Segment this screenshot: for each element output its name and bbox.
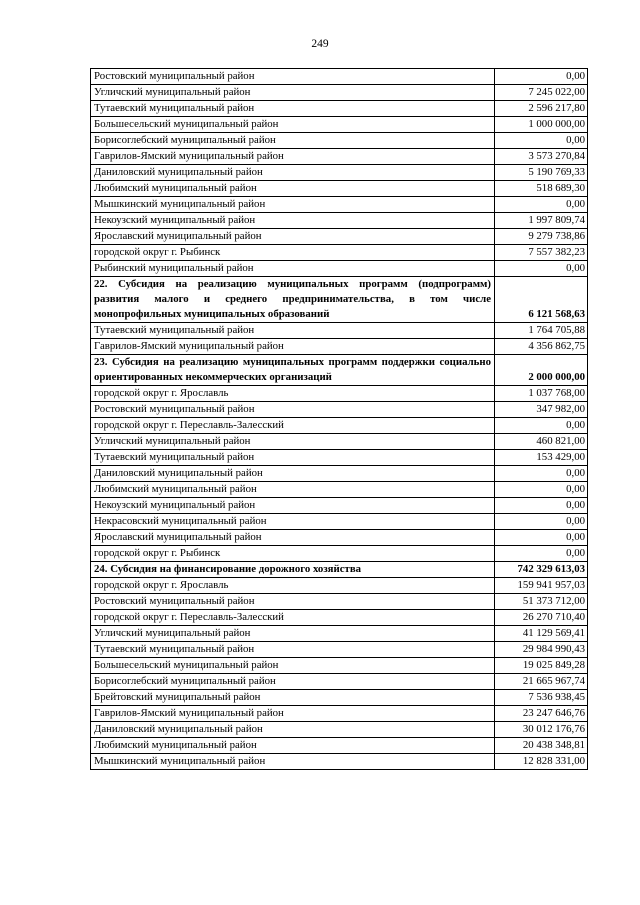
amount: 0,00 bbox=[495, 69, 588, 85]
recipient-name: Тутаевский муниципальный район bbox=[91, 642, 495, 658]
table-row bbox=[91, 754, 588, 770]
table-row bbox=[91, 386, 588, 402]
recipient-name: Ростовский муниципальный район bbox=[91, 69, 495, 85]
table-row bbox=[91, 610, 588, 626]
section-title: 23. Субсидия на реализацию муниципальных программ поддержки социально ориентированных некоммерческих организаций bbox=[91, 355, 495, 386]
subsidy-table-body bbox=[91, 69, 588, 770]
amount: 0,00 bbox=[495, 261, 588, 277]
table-row bbox=[91, 85, 588, 101]
recipient-name: Некоузский муниципальный район bbox=[91, 498, 495, 514]
table-row bbox=[91, 418, 588, 434]
table-row bbox=[91, 229, 588, 245]
recipient-name: Даниловский муниципальный район bbox=[91, 722, 495, 738]
recipient-name: городской округ г. Рыбинск bbox=[91, 546, 495, 562]
table-row bbox=[91, 466, 588, 482]
amount: 2 596 217,80 bbox=[495, 101, 588, 117]
amount: 0,00 bbox=[495, 418, 588, 434]
amount: 7 557 382,23 bbox=[495, 245, 588, 261]
page-number: 249 bbox=[311, 38, 329, 50]
table-row bbox=[91, 674, 588, 690]
recipient-name: Угличский муниципальный район bbox=[91, 85, 495, 101]
recipient-name: Тутаевский муниципальный район bbox=[91, 450, 495, 466]
amount: 4 356 862,75 bbox=[495, 339, 588, 355]
recipient-name: Даниловский муниципальный район bbox=[91, 165, 495, 181]
recipient-name: Борисоглебский муниципальный район bbox=[91, 674, 495, 690]
recipient-name: Ярославский муниципальный район bbox=[91, 229, 495, 245]
amount: 12 828 331,00 bbox=[495, 754, 588, 770]
recipient-name: Любимский муниципальный район bbox=[91, 738, 495, 754]
table-row bbox=[91, 482, 588, 498]
amount: 1 997 809,74 bbox=[495, 213, 588, 229]
table-row bbox=[91, 738, 588, 754]
recipient-name: городской округ г. Ярославль bbox=[91, 386, 495, 402]
recipient-name: Гаврилов-Ямский муниципальный район bbox=[91, 706, 495, 722]
table-row bbox=[91, 181, 588, 197]
table-row bbox=[91, 197, 588, 213]
recipient-name: Борисоглебский муниципальный район bbox=[91, 133, 495, 149]
recipient-name: Ростовский муниципальный район bbox=[91, 402, 495, 418]
amount: 518 689,30 bbox=[495, 181, 588, 197]
amount: 29 984 990,43 bbox=[495, 642, 588, 658]
amount: 347 982,00 bbox=[495, 402, 588, 418]
section-heading-row bbox=[91, 562, 588, 578]
recipient-name: Ростовский муниципальный район bbox=[91, 594, 495, 610]
recipient-name: Угличский муниципальный район bbox=[91, 434, 495, 450]
table-row bbox=[91, 658, 588, 674]
table-row bbox=[91, 434, 588, 450]
table-row bbox=[91, 514, 588, 530]
table-row bbox=[91, 165, 588, 181]
table-row bbox=[91, 101, 588, 117]
amount: 21 665 967,74 bbox=[495, 674, 588, 690]
recipient-name: Гаврилов-Ямский муниципальный район bbox=[91, 149, 495, 165]
recipient-name: Рыбинский муниципальный район bbox=[91, 261, 495, 277]
table-row bbox=[91, 213, 588, 229]
amount: 7 536 938,45 bbox=[495, 690, 588, 706]
amount: 0,00 bbox=[495, 498, 588, 514]
recipient-name: Даниловский муниципальный район bbox=[91, 466, 495, 482]
table-row bbox=[91, 339, 588, 355]
section-heading-row bbox=[91, 355, 588, 386]
table-row bbox=[91, 450, 588, 466]
amount: 0,00 bbox=[495, 133, 588, 149]
section-title: 22. Субсидия на реализацию муниципальных программ (подпрограмм) развития малого и среднего предпринимательства, в том числе монопрофильных муниципальных образований bbox=[91, 277, 495, 323]
recipient-name: Угличский муниципальный район bbox=[91, 626, 495, 642]
section-total: 742 329 613,03 bbox=[495, 562, 588, 578]
recipient-name: Большесельский муниципальный район bbox=[91, 117, 495, 133]
table-row bbox=[91, 261, 588, 277]
recipient-name: Любимский муниципальный район bbox=[91, 181, 495, 197]
recipient-name: Большесельский муниципальный район bbox=[91, 658, 495, 674]
recipient-name: Мышкинский муниципальный район bbox=[91, 197, 495, 213]
amount: 0,00 bbox=[495, 530, 588, 546]
section-total: 2 000 000,00 bbox=[495, 355, 588, 386]
recipient-name: Тутаевский муниципальный район bbox=[91, 101, 495, 117]
amount: 0,00 bbox=[495, 514, 588, 530]
table-row bbox=[91, 706, 588, 722]
recipient-name: Мышкинский муниципальный район bbox=[91, 754, 495, 770]
recipient-name: Гаврилов-Ямский муниципальный район bbox=[91, 339, 495, 355]
amount: 26 270 710,40 bbox=[495, 610, 588, 626]
amount: 1 000 000,00 bbox=[495, 117, 588, 133]
recipient-name: Некоузский муниципальный район bbox=[91, 213, 495, 229]
table-row bbox=[91, 594, 588, 610]
section-total: 6 121 568,63 bbox=[495, 277, 588, 323]
recipient-name: Любимский муниципальный район bbox=[91, 482, 495, 498]
table-row bbox=[91, 402, 588, 418]
table-row bbox=[91, 578, 588, 594]
table-row bbox=[91, 690, 588, 706]
recipient-name: городской округ г. Ярославль bbox=[91, 578, 495, 594]
table-row bbox=[91, 722, 588, 738]
amount: 0,00 bbox=[495, 197, 588, 213]
section-heading-row bbox=[91, 277, 588, 323]
table-row bbox=[91, 626, 588, 642]
recipient-name: городской округ г. Переславль-Залесский bbox=[91, 418, 495, 434]
amount: 20 438 348,81 bbox=[495, 738, 588, 754]
amount: 9 279 738,86 bbox=[495, 229, 588, 245]
table-row bbox=[91, 133, 588, 149]
table-row bbox=[91, 149, 588, 165]
table-row bbox=[91, 546, 588, 562]
recipient-name: Некрасовский муниципальный район bbox=[91, 514, 495, 530]
amount: 41 129 569,41 bbox=[495, 626, 588, 642]
amount: 0,00 bbox=[495, 546, 588, 562]
amount: 7 245 022,00 bbox=[495, 85, 588, 101]
recipient-name: городской округ г. Рыбинск bbox=[91, 245, 495, 261]
amount: 159 941 957,03 bbox=[495, 578, 588, 594]
amount: 30 012 176,76 bbox=[495, 722, 588, 738]
recipient-name: Брейтовский муниципальный район bbox=[91, 690, 495, 706]
amount: 153 429,00 bbox=[495, 450, 588, 466]
table-row bbox=[91, 498, 588, 514]
amount: 3 573 270,84 bbox=[495, 149, 588, 165]
table-row bbox=[91, 642, 588, 658]
amount: 0,00 bbox=[495, 482, 588, 498]
table-row bbox=[91, 530, 588, 546]
table-row bbox=[91, 323, 588, 339]
amount: 19 025 849,28 bbox=[495, 658, 588, 674]
amount: 5 190 769,33 bbox=[495, 165, 588, 181]
recipient-name: городской округ г. Переславль-Залесский bbox=[91, 610, 495, 626]
amount: 460 821,00 bbox=[495, 434, 588, 450]
amount: 1 037 768,00 bbox=[495, 386, 588, 402]
section-title: 24. Субсидия на финансирование дорожного хозяйства bbox=[91, 562, 495, 578]
recipient-name: Ярославский муниципальный район bbox=[91, 530, 495, 546]
amount: 51 373 712,00 bbox=[495, 594, 588, 610]
table-row bbox=[91, 117, 588, 133]
recipient-name: Тутаевский муниципальный район bbox=[91, 323, 495, 339]
amount: 1 764 705,88 bbox=[495, 323, 588, 339]
amount: 0,00 bbox=[495, 466, 588, 482]
amount: 23 247 646,76 bbox=[495, 706, 588, 722]
subsidy-table bbox=[90, 68, 588, 770]
table-row bbox=[91, 245, 588, 261]
table-row bbox=[91, 69, 588, 85]
